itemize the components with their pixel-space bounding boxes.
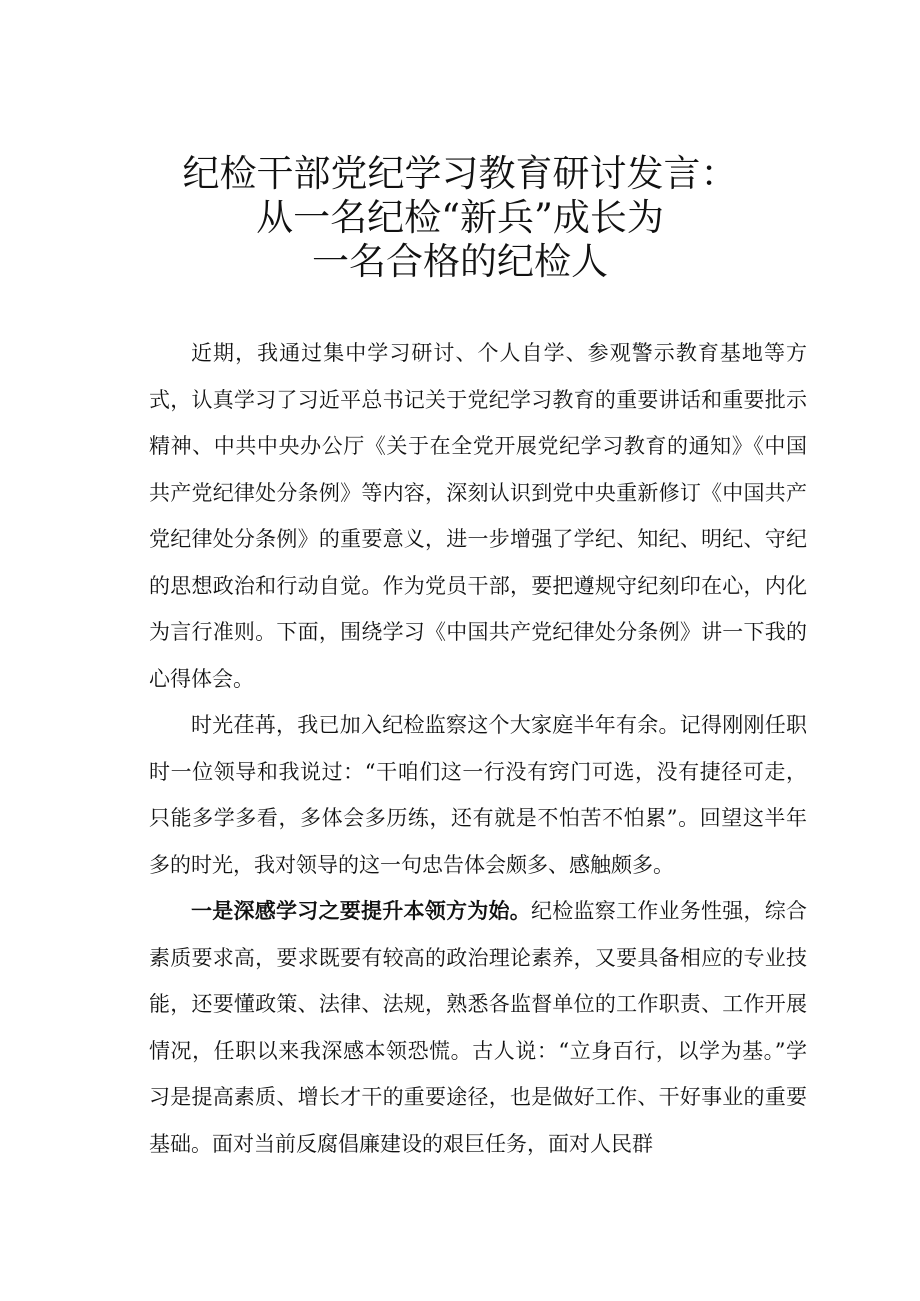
title-line-2: 从一名纪检“新兵”成长为 [256,196,664,239]
paragraph-reflection-text: 时光荏苒，我已加入纪检监察这个大家庭半年有余。记得刚刚任职时一位领导和我说过：“干咱们这一行没有窍门可选，没有捷径可走，只能多学多看，多体会多历练，还有就是不怕苦不怕累”。回望这半年多的时光，我对领导的这一句忠告体会颇多、感触颇多。 [149,713,807,877]
document-body [149,330,807,1167]
document-title [120,152,800,284]
paragraph-point-one-lead: 一是深感学习之要提升本领方为始。 [191,898,531,923]
paragraph-intro-text: 近期，我通过集中学习研讨、个人自学、参观警示教育基地等方式，认真学习了习近平总书记关于党纪学习教育的重要讲话和重要批示精神、中共中央办公厅《关于在全党开展党纪学习教育的通知》《中国共产党纪律处分条例》等内容，深刻认识到党中央重新修订《中国共产党纪律处分条例》的重要意义，进一步增强了学纪、知纪、明纪、守纪的思想政治和行动自觉。作为党员干部，要把遵规守纪刻印在心，内化为言行准则。下面，围绕学习《中国共产党纪律处分条例》讲一下我的心得体会。 [149,341,807,691]
title-line-3: 一名合格的纪检人 [312,240,608,283]
paragraph-point-one-text: 纪检监察工作业务性强，综合素质要求高，要求既要有较高的政治理论素养，又要具备相应的专业技能，还要懂政策、法律、法规，熟悉各监督单位的工作职责、工作开展情况，任职以来我深感本领恐慌。古人说：“立身百行，以学为基。”学习是提高素质、增长才干的重要途径，也是做好工作、干好事业的重要基础。面对当前反腐倡廉建设的艰巨任务，面对人民群 [149,899,807,1156]
paragraph-reflection [149,702,807,888]
title-line-1: 纪检干部党纪学习教育研讨发言： [182,152,738,195]
paragraph-point-one [149,888,807,1167]
paragraph-intro [149,330,807,702]
